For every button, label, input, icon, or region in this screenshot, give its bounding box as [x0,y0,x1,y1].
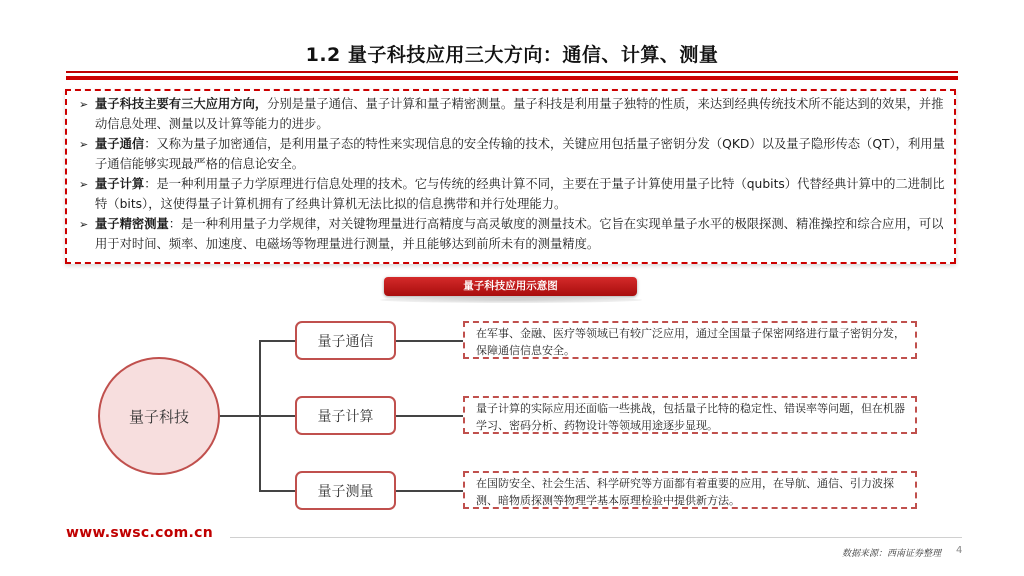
arrow-bullet-icon: ➢ [79,218,89,231]
bullet-item [79,175,946,214]
page-number: 4 [956,545,963,556]
bullet-item [79,95,946,134]
branch-node-measurement: 量子测量 [295,471,396,510]
page-title: 1.2 量子科技应用三大方向：通信、计算、测量 [305,44,719,66]
arrow-bullet-icon: ➢ [79,98,89,111]
center-node: 量子科技 [98,357,220,475]
arrow-bullet-icon: ➢ [79,178,89,191]
footer-divider [230,537,962,538]
connector-desc-1 [396,340,463,342]
branch-node-communication: 量子通信 [295,321,396,360]
branch-desc-communication: 在军事、金融、医疗等领域已有较广泛应用，通过全国量子保密网络进行量子密钥分发，保障通信信息安全。 [463,321,917,359]
connector-desc-2 [396,415,463,417]
connector-middle [259,415,295,417]
bullet-text: ：是一种利用量子力学规律，对关键物理量进行高精度与高灵敏度的测量技术。它旨在实现单量子水平的极限探测、精准操控和综合应用，可以用于对时间、频率、加速度、电磁场等物理量进行测量，并且能够达到前所未有的测量精度。 [95,217,944,251]
footer-url[interactable]: www.swsc.com.cn [66,525,214,541]
branch-desc-computing: 量子计算的实际应用还面临一些挑战，包括量子比特的稳定性、错误率等问题，但在机器学习、密码分析、药物设计等领域用途逐步显现。 [463,396,917,434]
arrow-bullet-icon: ➢ [79,138,89,151]
connector-center [220,415,260,417]
diagram-title-shadow [380,297,642,303]
diagram-title: 量子科技应用示意图 [384,277,637,296]
bullet-item [79,215,946,254]
bullet-item [79,135,946,174]
summary-box [65,89,956,264]
connector-top [259,340,295,342]
title-divider [66,71,958,73]
connector-desc-3 [396,490,463,492]
branch-node-computing: 量子计算 [295,396,396,435]
data-source: 数据来源：西南证券整理 [842,549,942,559]
bullet-lead: 量子精密测量 [95,217,169,231]
bullet-lead: 量子计算 [95,177,145,191]
bullet-lead: 量子科技主要有三大应用方向， [95,97,268,111]
connector-bottom [259,490,295,492]
bullet-text: ：又称为量子加密通信，是利用量子态的特性来实现信息的安全传输的技术，关键应用包括量子密钥分发（QKD）以及量子隐形传态（QT），利用量子通信能够实现最严格的信息论安全。 [95,137,945,171]
bullet-text: 分别是量子通信、量子计算和量子精密测量。量子科技是利用量子独特的性质，来达到经典传统技术所不能达到的效果，并推动信息处理、测量以及计算等能力的进步。 [95,97,944,131]
branch-desc-measurement: 在国防安全、社会生活、科学研究等方面都有着重要的应用，在导航、通信、引力波探测、暗物质探测等物理学基本原理检验中提供新方法。 [463,471,917,509]
title-divider-thick [66,76,958,80]
bullet-lead: 量子通信 [95,137,145,151]
bullet-text: ：是一种利用量子力学原理进行信息处理的技术。它与传统的经典计算不同，主要在于量子计算使用量子比特（qubits）代替经典计算中的二进制比特（bits），这使得量子计算机拥有了经典计算机无法比拟的信息携带和并行处理能力。 [95,177,945,211]
